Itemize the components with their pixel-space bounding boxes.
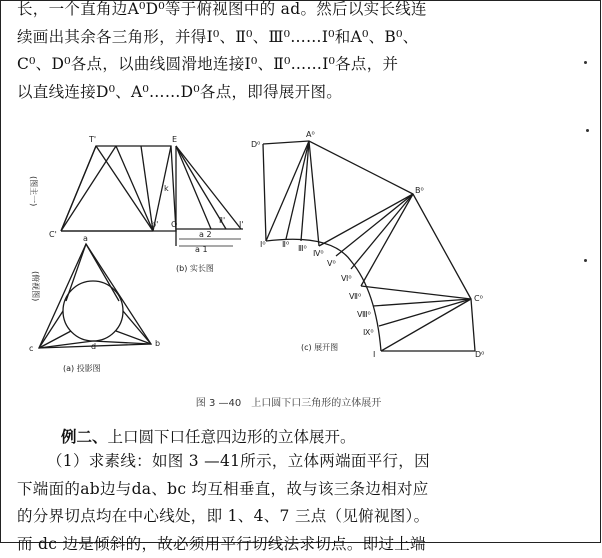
development-ray [373, 299, 471, 306]
label-B0: B⁰ [415, 186, 424, 195]
scan-speck [586, 129, 589, 132]
text-line: 以直线连接D⁰、A⁰……D⁰各点，即得展开图。 [17, 79, 587, 107]
development-ray [351, 194, 413, 269]
label-k: k [164, 184, 169, 193]
label-top-b: b [155, 339, 160, 348]
scan-speck [584, 61, 587, 64]
label-top-d: d [91, 342, 96, 351]
text-line: 续画出其余各三角形，并得Ⅰ⁰、Ⅱ⁰、Ⅲ⁰……Ⅰ⁰和A⁰、B⁰、 [17, 24, 587, 52]
label-II: Ⅱ' [219, 216, 225, 225]
label-VII0: Ⅶ⁰ [349, 292, 361, 301]
label-top-c: c [29, 344, 33, 353]
label-b: b' [151, 220, 158, 229]
label-II0: Ⅱ⁰ [282, 240, 289, 249]
front-view-line [61, 146, 116, 231]
label-IX0: Ⅸ⁰ [363, 328, 374, 337]
example-title: 上口圆下口任意四边形的立体展开。 [108, 428, 356, 446]
top-view-circle [63, 281, 123, 341]
top-view-line [66, 244, 86, 301]
subcaption-c: (c) 展开图 [301, 343, 338, 352]
front-view-line [96, 146, 153, 231]
label-A0: A⁰ [306, 130, 315, 139]
label-E: E [172, 135, 177, 144]
true-length-line [176, 146, 211, 229]
figure-caption: 图 3 —40 上口圆下口三角形的立体展开 [1, 394, 576, 409]
label-a2: a 2 [199, 230, 212, 239]
label-I: I' [239, 220, 244, 229]
label-D0: D⁰ [251, 140, 260, 149]
label-top-a: a [83, 234, 88, 243]
label-VIII0: Ⅷ⁰ [357, 310, 371, 319]
development-ray [381, 299, 471, 351]
text-line: 而 dc 边是倾斜的，故必须用平行切线法求切点。即过上端 [17, 531, 587, 558]
front-view-line [61, 146, 96, 231]
subcaption-a: (a) 投影图 [63, 363, 101, 373]
paragraph-bottom [17, 448, 587, 558]
label-a1: a 1 [195, 245, 208, 254]
text-line: 长，一个直角边A⁰D⁰等于俯视图中的 ad。然后以实长线连 [17, 0, 587, 24]
label-front-side: (图主一) [29, 176, 39, 206]
top-view-line [86, 244, 119, 301]
scan-speck [584, 259, 587, 262]
development-ray [379, 299, 471, 326]
example-label: 例二、 [61, 427, 108, 446]
label-VI0: Ⅵ⁰ [341, 274, 352, 283]
label-top-side: (俯视图) [31, 271, 41, 301]
label-IV0: Ⅳ⁰ [313, 249, 324, 258]
label-D0-end: D⁰ [475, 350, 484, 359]
true-length-line [176, 146, 241, 229]
development-ray [336, 194, 413, 256]
label-O: O [171, 220, 177, 229]
label-T: T' [88, 135, 96, 144]
development-ray [309, 141, 319, 246]
text-line: （1）求素线：如图 3 —41所示，立体两端面平行，因 [17, 448, 587, 476]
label-V0: Ⅴ⁰ [327, 259, 336, 268]
development-ray [361, 286, 471, 299]
label-I-end: Ⅰ [373, 350, 375, 359]
text-line: 下端面的ab边与da、bc 均互相垂直，故与该三条边相对应 [17, 476, 587, 504]
development-edge [263, 144, 266, 241]
subcaption-b: (b) 实长图 [176, 263, 214, 273]
text-line: C⁰、D⁰各点，以曲线圆滑地连接Ⅰ⁰、Ⅱ⁰……Ⅰ⁰各点，并 [17, 51, 587, 79]
label-I0: Ⅰ⁰ [260, 240, 266, 249]
example-heading [61, 425, 356, 447]
top-view-line [39, 311, 63, 348]
label-C0: C⁰ [474, 294, 483, 303]
label-III0: Ⅲ⁰ [298, 244, 307, 253]
label-C: C' [49, 230, 57, 239]
text-line: 的分界切点均在中心线处，即 1、4、7 三点（见俯视图）。 [17, 503, 587, 531]
